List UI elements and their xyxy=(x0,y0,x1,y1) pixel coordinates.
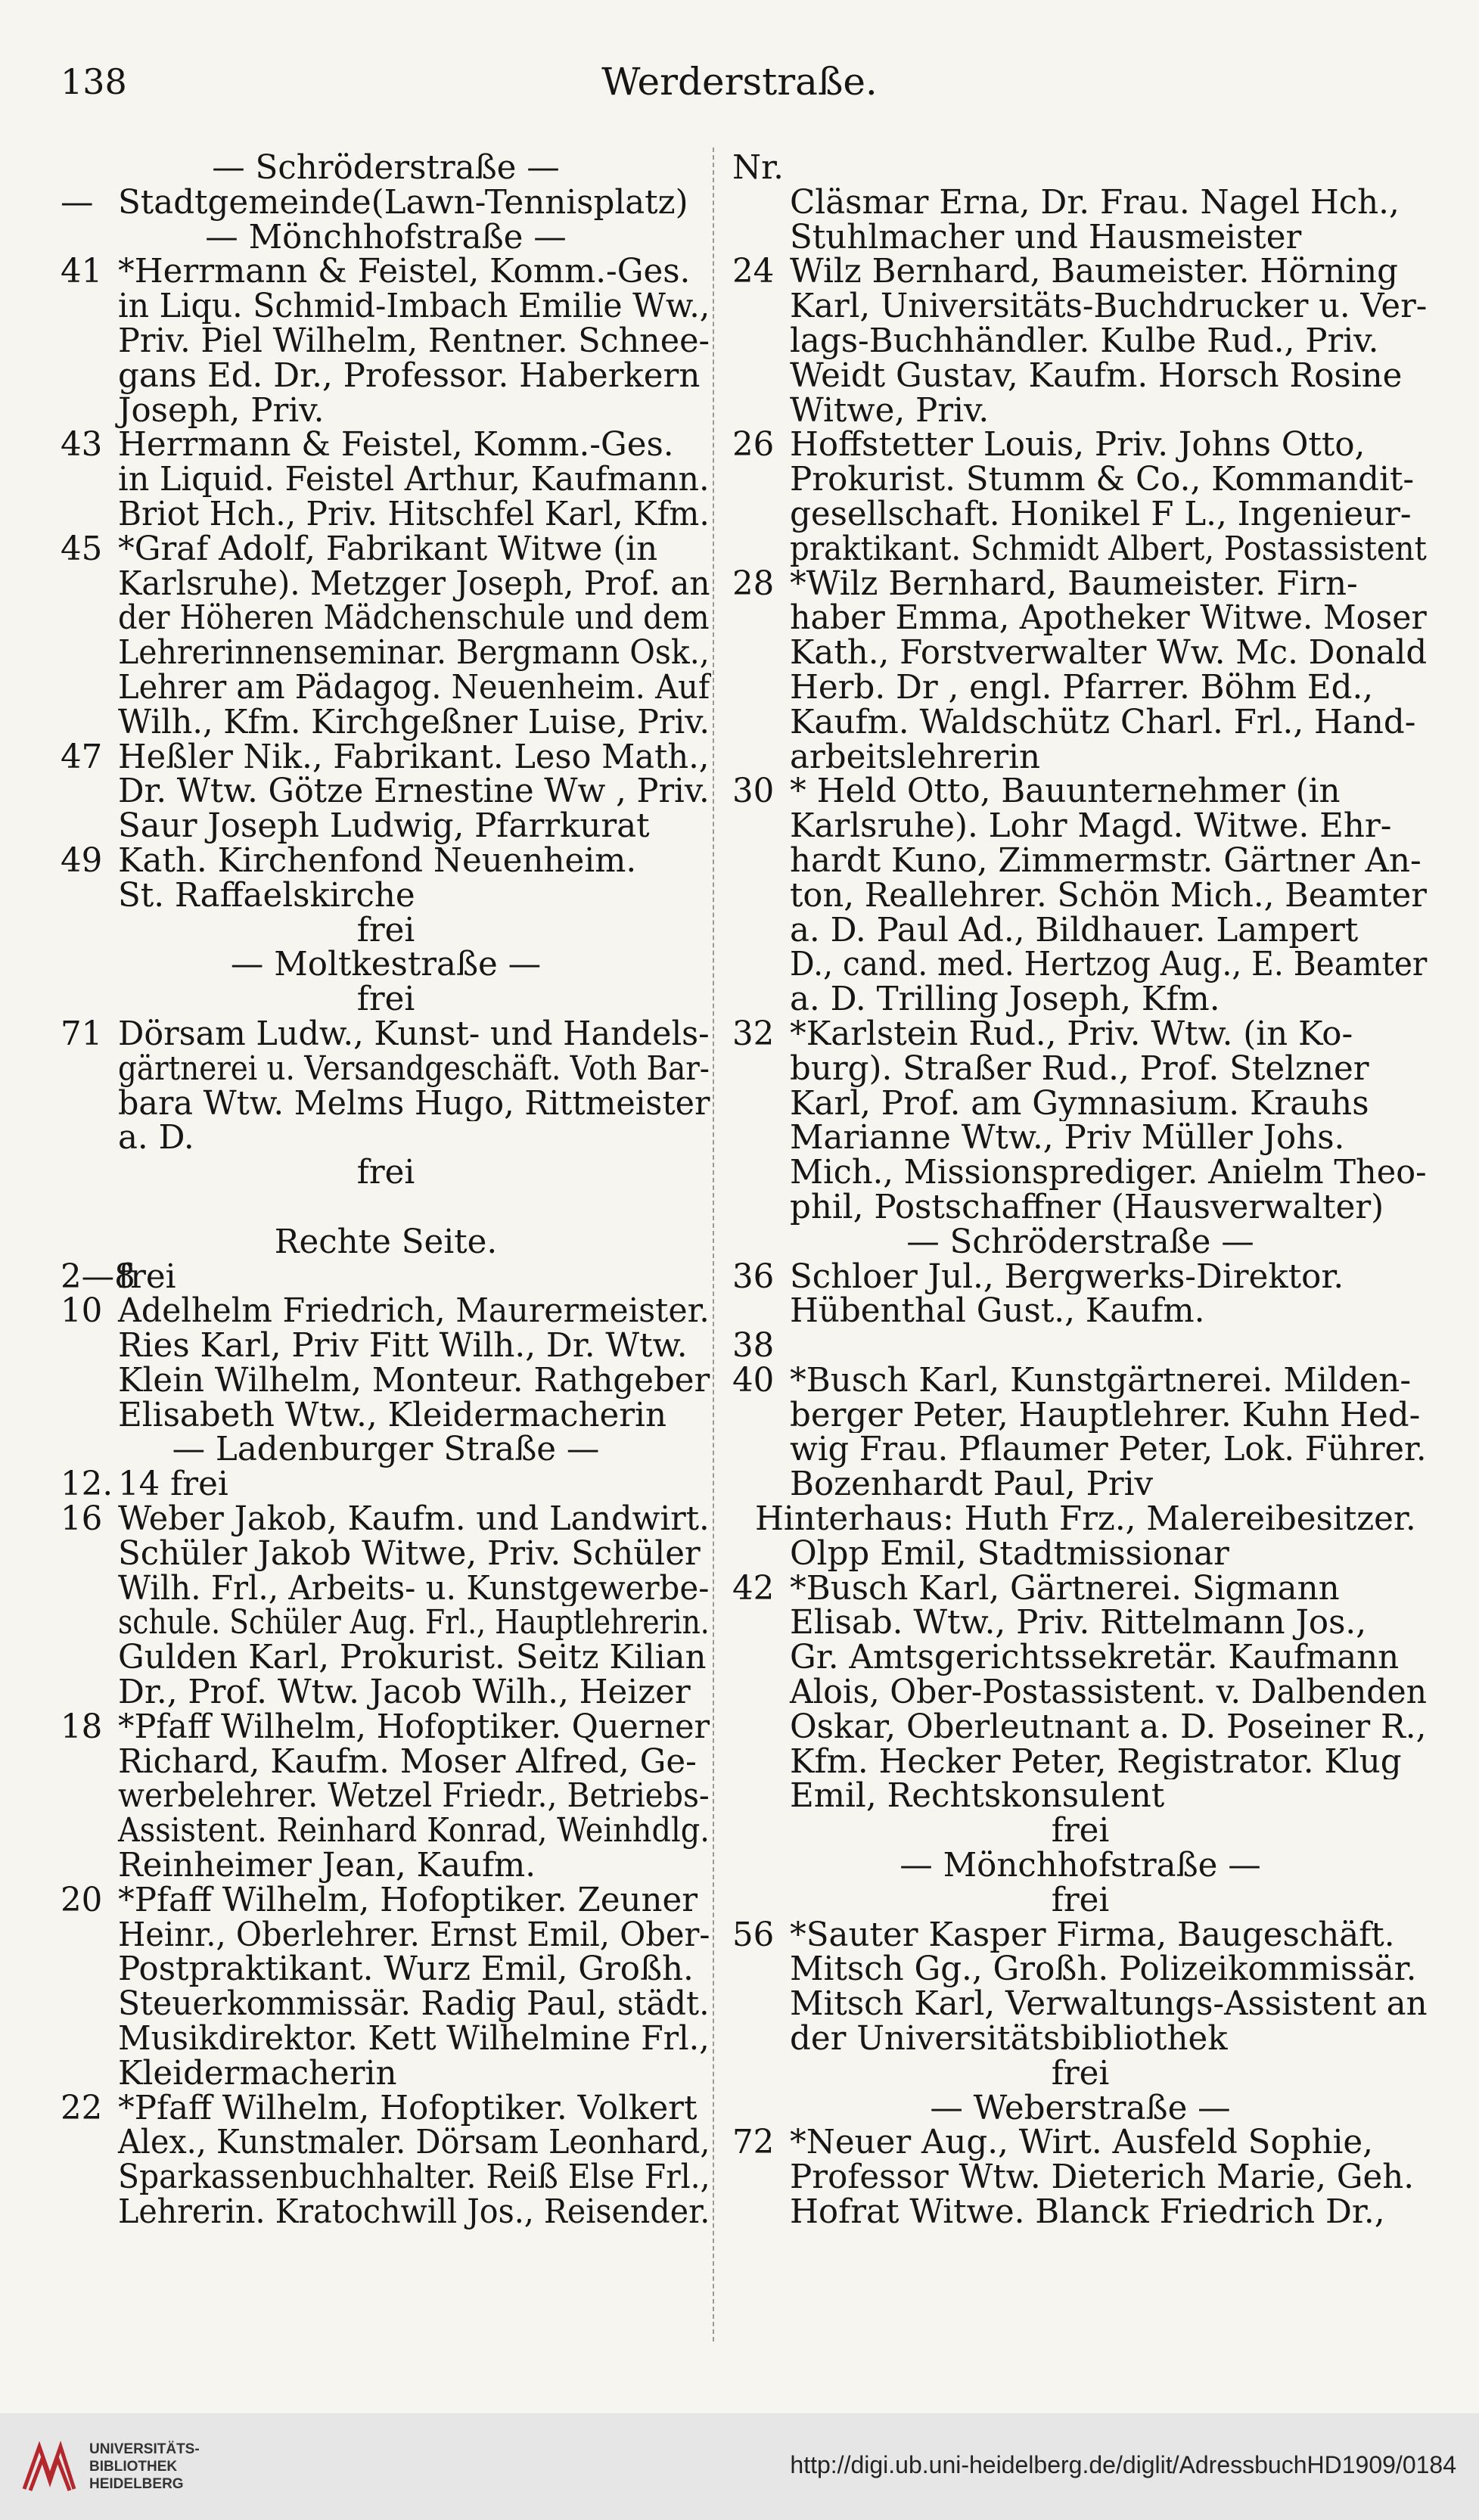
entry-text: Ries Karl, Priv Fitt Wilh., Dr. Wtw. xyxy=(118,1329,688,1364)
entry-text: *Herrmann & Feistel, Komm.-Ges. xyxy=(118,255,691,291)
entry-text: Hofrat Witwe. Blanck Friedrich Dr., xyxy=(790,2195,1385,2230)
house-number: 45 xyxy=(61,532,103,567)
entry-line xyxy=(732,706,1428,741)
entry-line xyxy=(732,844,1428,879)
entry-text: frei xyxy=(118,1260,176,1295)
house-number: 20 xyxy=(61,1883,103,1919)
entry-text: Kfm. Hecker Peter, Registrator. Klug xyxy=(790,1745,1402,1780)
entry-line xyxy=(61,428,711,463)
entry-text: Wilh., Kfm. Kirchgeßner Luise, Priv. xyxy=(118,705,710,741)
entry-text: Priv. Piel Wilhelm, Rentner. Schnee- xyxy=(118,324,710,359)
entry-text: Weber Jakob, Kaufm. und Landwirt. xyxy=(118,1502,710,1537)
entry-text: Saur Joseph Ludwig, Pfarrkurat xyxy=(118,809,650,844)
entry-text: burg). Straßer Rud., Prof. Stelzner xyxy=(790,1052,1369,1087)
entry-line xyxy=(732,1606,1428,1641)
entry-text: ton, Reallehrer. Schön Mich., Beamter xyxy=(790,878,1427,914)
entry-text: Briot Hch., Priv. Hitschfel Karl, Kfm. xyxy=(118,497,710,533)
entry-text: D., cand. med. Hertzog Aug., E. Beamter xyxy=(790,948,1428,983)
left-column xyxy=(61,151,711,2230)
right-column xyxy=(732,151,1428,2230)
entry-text: Herb. Dr , engl. Pfarrer. Böhm Ed., xyxy=(790,670,1374,706)
entry-line xyxy=(61,1018,711,1052)
footer-bar xyxy=(0,2413,1479,2520)
entry-text: Marianne Wtw., Priv Müller Johs. xyxy=(790,1121,1345,1157)
entry-line xyxy=(61,2161,711,2195)
entry-text: Kaufm. Waldschütz Charl. Frl., Hand- xyxy=(790,705,1416,741)
entry-text: *Graf Adolf, Fabrikant Witwe (in xyxy=(118,532,658,567)
entry-text: Schüler Jakob Witwe, Priv. Schüler xyxy=(118,1537,701,1572)
entry-line xyxy=(732,983,1428,1018)
house-number: — xyxy=(61,185,94,221)
entry-text: Mitsch Karl, Verwaltungs-Assistent an xyxy=(790,1987,1428,2023)
entry-line xyxy=(732,1156,1428,1191)
entry-text: gesellschaft. Honikel F L., Ingenieur- xyxy=(790,497,1412,533)
entry-line xyxy=(61,844,711,879)
entry-text: Reinheimer Jean, Kaufm. xyxy=(118,1849,536,1884)
house-number: 43 xyxy=(61,428,103,464)
entry-line xyxy=(61,1121,711,1156)
entry-line xyxy=(732,1849,1428,1884)
entry-line xyxy=(732,671,1428,706)
entry-line xyxy=(732,394,1428,429)
house-number: 18 xyxy=(61,1710,103,1745)
entry-text: Wilh. Frl., Arbeits- u. Kunstgewerbe- xyxy=(118,1571,710,1607)
entry-text: Witwe, Priv. xyxy=(790,393,990,429)
entry-line xyxy=(61,151,711,186)
library-logo-icon xyxy=(17,2436,82,2501)
entry-line xyxy=(61,775,711,809)
house-number: 10 xyxy=(61,1294,103,1330)
entry-text: Heßler Nik., Fabrikant. Leso Math., xyxy=(118,740,710,775)
house-number: 30 xyxy=(732,775,775,810)
entry-line xyxy=(732,775,1428,809)
entry-text: gans Ed. Dr., Professor. Haberkern xyxy=(118,359,701,394)
entry-line xyxy=(61,1953,711,1987)
entry-line xyxy=(61,1226,711,1260)
library-name-line: HEIDELBERG xyxy=(89,2476,184,2492)
entry-text: wig Frau. Pflaumer Peter, Lok. Führer. xyxy=(790,1433,1427,1468)
entry-line xyxy=(732,186,1428,221)
entry-text: Lehrerin. Kratochwill Jos., Reisender. xyxy=(118,2195,710,2230)
section-heading: — Schröderstraße — xyxy=(212,151,560,186)
entry-text: der Universitätsbibliothek xyxy=(790,2022,1228,2057)
entry-line xyxy=(732,1329,1428,1364)
section-heading: — Ladenburger Straße — xyxy=(172,1433,600,1468)
entry-line xyxy=(732,2092,1428,2127)
entry-text: Mich., Missionsprediger. Anielm Theo- xyxy=(790,1156,1427,1191)
entry-text: *Sauter Kasper Firma, Baugeschäft. xyxy=(790,1918,1395,1953)
entry-line xyxy=(61,533,711,567)
house-number: 28 xyxy=(732,567,775,602)
column-divider xyxy=(713,148,714,2341)
house-number: 38 xyxy=(732,1329,775,1364)
entry-text: *Pfaff Wilhelm, Hofoptiker. Querner xyxy=(118,1710,710,1745)
section-heading: — Schröderstraße — xyxy=(906,1225,1254,1260)
source-url-link[interactable]: http://digi.ub.uni-heidelberg.de/diglit/AdressbuchHD1909/0184 xyxy=(790,2451,1456,2478)
section-heading: frei xyxy=(356,1156,415,1191)
entry-text: arbeitslehrerin xyxy=(790,740,1040,775)
house-number: 72 xyxy=(732,2126,775,2161)
entry-line xyxy=(61,290,711,325)
entry-text: phil, Postschaffner (Hausverwalter) xyxy=(790,1190,1384,1226)
entry-text: Weidt Gustav, Kaufm. Horsch Rosine xyxy=(790,359,1403,394)
entry-line xyxy=(732,2195,1428,2230)
entry-text: Karl, Universitäts-Buchdrucker u. Ver- xyxy=(790,290,1428,325)
entry-text: Oskar, Oberleutnant a. D. Poseiner R., xyxy=(790,1710,1427,1745)
entry-text: gärtnerei u. Versandgeschäft. Voth Bar- xyxy=(118,1052,710,1087)
entry-line xyxy=(732,1364,1428,1399)
entry-line xyxy=(61,394,711,429)
entry-text: * Held Otto, Bauunternehmer (in xyxy=(790,775,1341,810)
entry-line xyxy=(61,2022,711,2057)
entry-line xyxy=(732,359,1428,394)
entry-line xyxy=(61,1433,711,1468)
entry-line xyxy=(732,1537,1428,1572)
page-header xyxy=(0,59,1479,112)
entry-line xyxy=(732,1745,1428,1780)
entry-text: Assistent. Reinhard Konrad, Weinhdlg. xyxy=(118,1814,710,1850)
entry-line xyxy=(61,671,711,706)
entry-line xyxy=(61,1502,711,1537)
entry-line xyxy=(732,567,1428,602)
entry-line xyxy=(732,428,1428,463)
entry-text: Alois, Ober-Postassistent. v. Dalbenden xyxy=(790,1676,1428,1711)
entry-text: Kath. Kirchenfond Neuenheim. xyxy=(118,844,637,879)
entry-line xyxy=(61,1156,711,1191)
entry-line xyxy=(61,1364,711,1399)
entry-line xyxy=(732,1884,1428,1919)
entry-line xyxy=(61,1468,711,1502)
entry-line xyxy=(732,2057,1428,2092)
entry-line xyxy=(61,1294,711,1329)
entry-text: Olpp Emil, Stadtmissionar xyxy=(790,1537,1229,1572)
entry-line xyxy=(61,948,711,983)
entry-text: Karlsruhe). Lohr Magd. Witwe. Ehr- xyxy=(790,809,1392,844)
section-heading: — Moltkestraße — xyxy=(230,948,542,983)
entry-text: Dörsam Ludw., Kunst- und Handels- xyxy=(118,1017,710,1052)
section-heading: frei xyxy=(1051,2056,1110,2092)
entry-line xyxy=(61,601,711,636)
entry-line xyxy=(61,1537,711,1572)
entry-text: Herrmann & Feistel, Komm.-Ges. xyxy=(118,428,674,464)
entry-line xyxy=(61,1606,711,1641)
entry-line xyxy=(732,1919,1428,1953)
entry-line xyxy=(61,1745,711,1780)
entry-text: a. D. Trilling Joseph, Kfm. xyxy=(790,983,1220,1018)
entry-text: Professor Wtw. Dieterich Marie, Geh. xyxy=(790,2161,1415,2196)
entry-text: Dr. Wtw. Götze Ernestine Ww , Priv. xyxy=(118,775,710,810)
entry-line xyxy=(61,2195,711,2230)
entry-line xyxy=(732,1641,1428,1676)
entry-text: Lehrerinnenseminar. Bergmann Osk., xyxy=(118,636,710,671)
entry-line xyxy=(61,1814,711,1849)
entry-text: Bozenhardt Paul, Priv xyxy=(790,1468,1154,1503)
entry-text: Klein Wilhelm, Monteur. Rathgeber xyxy=(118,1363,710,1399)
entry-line xyxy=(61,1260,711,1295)
entry-line xyxy=(61,983,711,1018)
entry-line xyxy=(732,463,1428,498)
entry-text: *Neuer Aug., Wirt. Ausfeld Sophie, xyxy=(790,2126,1373,2161)
section-heading: — Mönchhofstraße — xyxy=(900,1849,1261,1884)
entry-line xyxy=(732,879,1428,914)
entry-line xyxy=(61,1399,711,1434)
entry-text: Steuerkommissär. Radig Paul, städt. xyxy=(118,1987,710,2023)
entry-line xyxy=(732,2126,1428,2161)
entry-line xyxy=(732,601,1428,636)
entry-text: bara Wtw. Melms Hugo, Rittmeister xyxy=(118,1086,710,1122)
entry-line xyxy=(61,221,711,256)
house-number: 16 xyxy=(61,1502,103,1537)
entry-line xyxy=(732,1468,1428,1502)
entry-text: *Pfaff Wilhelm, Hofoptiker. Volkert xyxy=(118,2091,698,2127)
entry-line xyxy=(732,1711,1428,1745)
entry-text: praktikant. Schmidt Albert, Postassistent xyxy=(790,532,1427,567)
library-name-line: UNIVERSITÄTS- xyxy=(89,2441,200,2457)
entry-text: Musikdirektor. Kett Wilhelmine Frl., xyxy=(118,2022,710,2057)
entry-text: der Höheren Mädchenschule und dem xyxy=(118,601,710,637)
entry-text: Gulden Karl, Prokurist. Seitz Kilian xyxy=(118,1641,707,1676)
house-number: 12. xyxy=(61,1468,113,1503)
entry-text: St. Raffaelskirche xyxy=(118,878,415,914)
house-number: 56 xyxy=(732,1918,775,1953)
entry-line xyxy=(732,290,1428,325)
entry-text: Joseph, Priv. xyxy=(118,393,325,429)
entry-line xyxy=(732,1399,1428,1434)
entry-text: in Liqu. Schmid-Imbach Emilie Ww., xyxy=(118,290,710,325)
entry-line xyxy=(61,498,711,533)
section-heading: frei xyxy=(1051,1883,1110,1919)
entry-text: lags-Buchhändler. Kulbe Rud., Priv. xyxy=(790,324,1379,359)
entry-line xyxy=(732,948,1428,983)
entry-line xyxy=(61,1919,711,1953)
entry-line xyxy=(732,1191,1428,1226)
entry-line xyxy=(61,1087,711,1122)
entry-text: 14 frei xyxy=(118,1468,228,1503)
entry-text: werbelehrer. Wetzel Friedr., Betriebs- xyxy=(118,1779,710,1815)
entry-text: Wilz Bernhard, Baumeister. Hörning xyxy=(790,255,1399,291)
section-heading: frei xyxy=(1051,1814,1110,1850)
entry-line xyxy=(732,1779,1428,1814)
entry-text: Schloer Jul., Bergwerks-Direktor. xyxy=(790,1260,1344,1295)
entry-text: Kath., Forstverwalter Ww. Mc. Donald xyxy=(790,636,1428,671)
entry-line xyxy=(732,221,1428,256)
entry-text: in Liquid. Feistel Arthur, Kaufmann. xyxy=(118,463,710,498)
entry-line xyxy=(732,498,1428,533)
entry-text: berger Peter, Hauptlehrer. Kuhn Hed- xyxy=(790,1398,1421,1434)
house-number: 41 xyxy=(61,255,103,291)
page-number: 138 xyxy=(61,61,127,102)
entry-text: Karl, Prof. am Gymnasium. Krauhs xyxy=(790,1086,1369,1122)
house-number: 36 xyxy=(732,1260,775,1295)
entry-line xyxy=(61,1329,711,1364)
entry-text: Alex., Kunstmaler. Dörsam Leonhard, xyxy=(118,2126,710,2161)
house-number: 26 xyxy=(732,428,775,464)
entry-text: Lehrer am Pädagog. Neuenheim. Auf xyxy=(118,670,710,706)
house-number: 24 xyxy=(732,255,775,291)
entry-line xyxy=(61,741,711,775)
entry-text: Elisab. Wtw., Priv. Rittelmann Jos., xyxy=(790,1606,1367,1642)
entry-text: haber Emma, Apotheker Witwe. Moser xyxy=(790,601,1427,637)
entry-line xyxy=(61,463,711,498)
page-title: Werderstraße. xyxy=(601,60,878,104)
entry-line xyxy=(732,1987,1428,2022)
entry-line xyxy=(61,359,711,394)
entry-line xyxy=(732,2161,1428,2195)
entry-line xyxy=(732,533,1428,567)
section-heading: frei xyxy=(356,913,415,949)
house-number: Nr. xyxy=(732,151,784,186)
entry-line xyxy=(61,325,711,359)
library-name-line: BIBLIOTHEK xyxy=(89,2459,178,2475)
entry-line xyxy=(732,1814,1428,1849)
entry-text: hardt Kuno, Zimmermstr. Gärtner An- xyxy=(790,844,1422,879)
entry-line xyxy=(61,2126,711,2161)
entry-line xyxy=(61,1052,711,1087)
entry-line xyxy=(61,1641,711,1676)
entry-text: *Wilz Bernhard, Baumeister. Firn- xyxy=(790,567,1358,602)
entry-text: Cläsmar Erna, Dr. Frau. Nagel Hch., xyxy=(790,185,1400,221)
entry-text: Mitsch Gg., Großh. Polizeikommissär. xyxy=(790,1953,1417,1988)
entry-text: Heinr., Oberlehrer. Ernst Emil, Ober- xyxy=(118,1918,710,1953)
house-number: 22 xyxy=(61,2091,103,2127)
entry-line xyxy=(732,1018,1428,1052)
entry-text: Richard, Kaufm. Moser Alfred, Ge- xyxy=(118,1745,697,1780)
entry-line xyxy=(732,2022,1428,2057)
entry-text: Elisabeth Wtw., Kleidermacherin xyxy=(118,1398,666,1434)
entry-line xyxy=(61,186,711,221)
entry-line xyxy=(732,1052,1428,1087)
entry-line xyxy=(732,1676,1428,1711)
entry-line xyxy=(61,2057,711,2092)
entry-text: Kleidermacherin xyxy=(118,2056,397,2092)
entry-line xyxy=(61,706,711,741)
entry-line xyxy=(732,741,1428,775)
entry-text: Emil, Rechtskonsulent xyxy=(790,1779,1165,1815)
entry-line xyxy=(61,1711,711,1745)
entry-line xyxy=(61,1884,711,1919)
entry-text: Gr. Amtsgerichtssekretär. Kaufmann xyxy=(790,1641,1400,1676)
section-heading: frei xyxy=(356,983,415,1018)
entry-line xyxy=(61,1849,711,1884)
entry-line xyxy=(61,2092,711,2127)
entry-text: a. D. xyxy=(118,1121,194,1157)
entry-line xyxy=(732,1572,1428,1607)
entry-line xyxy=(732,1226,1428,1260)
entry-line xyxy=(732,1294,1428,1329)
house-number: 49 xyxy=(61,844,103,879)
entry-line xyxy=(732,151,1428,186)
entry-line xyxy=(61,1779,711,1814)
section-heading: Rechte Seite. xyxy=(274,1225,498,1260)
entry-text: Dr., Prof. Wtw. Jacob Wilh., Heizer xyxy=(118,1676,691,1711)
entry-line xyxy=(732,914,1428,949)
entry-text: Hinterhaus: Huth Frz., Malereibesitzer. xyxy=(755,1502,1416,1537)
entry-text: Prokurist. Stumm & Co., Kommandit- xyxy=(790,463,1415,498)
entry-line xyxy=(61,879,711,914)
entry-line xyxy=(732,1260,1428,1295)
entry-line xyxy=(61,1987,711,2022)
entry-line xyxy=(61,809,711,844)
house-number: 47 xyxy=(61,740,103,775)
entry-text: Stuhlmacher und Hausmeister xyxy=(790,220,1302,256)
entry-text: *Busch Karl, Gärtnerei. Sigmann xyxy=(790,1571,1340,1607)
section-heading: — Weberstraße — xyxy=(930,2091,1231,2127)
house-number: 40 xyxy=(732,1363,775,1399)
entry-text: *Pfaff Wilhelm, Hofoptiker. Zeuner xyxy=(118,1883,698,1919)
entry-text: Hübenthal Gust., Kaufm. xyxy=(790,1294,1205,1330)
entry-line xyxy=(732,636,1428,671)
entry-line xyxy=(732,1502,1428,1537)
entry-line xyxy=(732,809,1428,844)
entry-text: Sparkassenbuchhalter. Reiß Else Frl., xyxy=(118,2161,710,2196)
house-number: 2—8 xyxy=(61,1260,135,1295)
entry-text: Hoffstetter Louis, Priv. Johns Otto, xyxy=(790,428,1366,464)
entry-line xyxy=(61,1676,711,1711)
entry-line xyxy=(732,1121,1428,1156)
entry-text: Stadtgemeinde(Lawn-Tennisplatz) xyxy=(118,185,688,221)
entry-text: *Karlstein Rud., Priv. Wtw. (in Ko- xyxy=(790,1017,1353,1052)
section-heading: — Mönchhofstraße — xyxy=(205,220,567,256)
entry-text: Karlsruhe). Metzger Joseph, Prof. an xyxy=(118,567,710,602)
entry-line xyxy=(61,255,711,290)
entry-line xyxy=(61,1191,711,1226)
house-number: 32 xyxy=(732,1017,775,1052)
entry-line xyxy=(732,325,1428,359)
entry-line xyxy=(61,567,711,602)
library-name xyxy=(89,2441,200,2493)
entry-line xyxy=(732,255,1428,290)
entry-line xyxy=(732,1087,1428,1122)
house-number: 71 xyxy=(61,1017,103,1052)
entry-line xyxy=(61,636,711,671)
entry-line xyxy=(732,1433,1428,1468)
house-number: 42 xyxy=(732,1571,775,1607)
entry-text: schule. Schüler Aug. Frl., Hauptlehrerin. xyxy=(118,1606,710,1642)
entry-line xyxy=(61,1572,711,1607)
entry-text: *Busch Karl, Kunstgärtnerei. Milden- xyxy=(790,1363,1412,1399)
entry-text: a. D. Paul Ad., Bildhauer. Lampert xyxy=(790,913,1359,949)
entry-text: Adelhelm Friedrich, Maurermeister. xyxy=(118,1294,710,1330)
entry-text: Postpraktikant. Wurz Emil, Großh. xyxy=(118,1953,694,1988)
entry-line xyxy=(61,914,711,949)
entry-line xyxy=(732,1953,1428,1987)
